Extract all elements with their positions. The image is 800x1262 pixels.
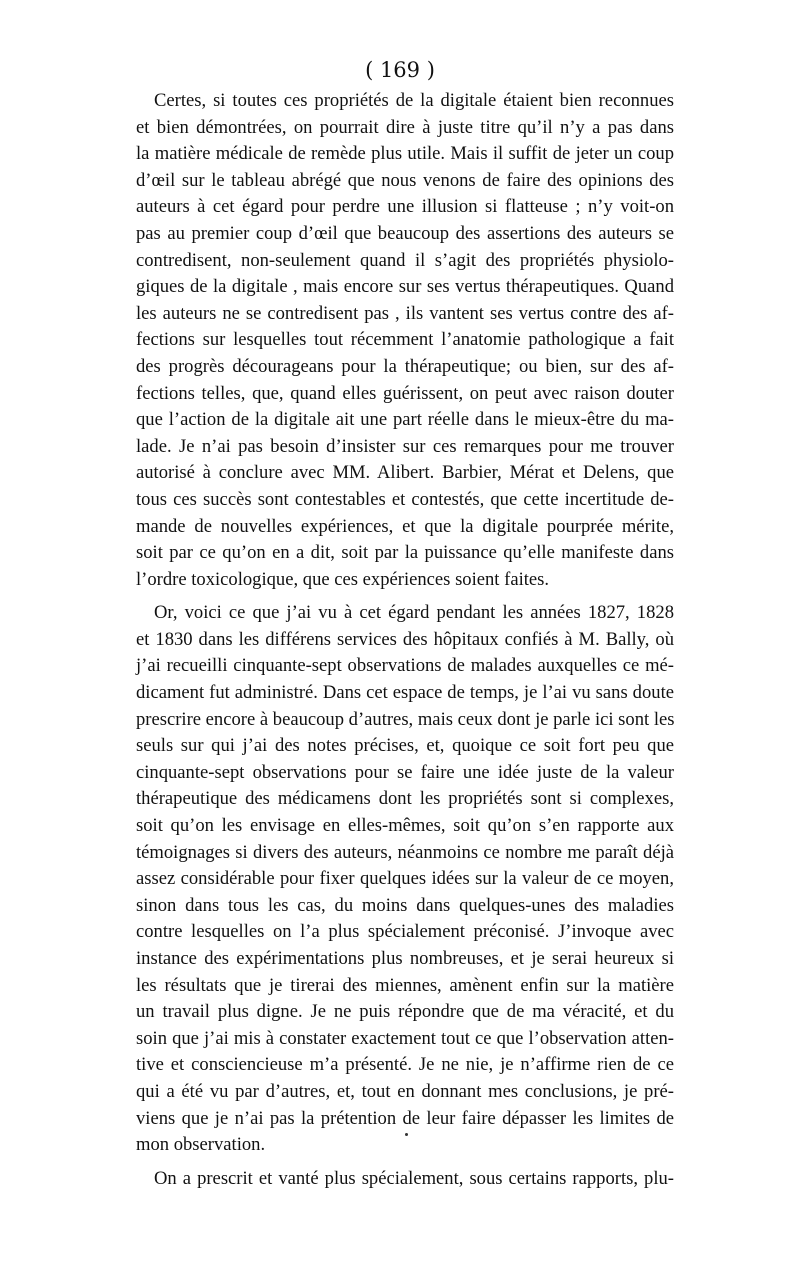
text-line: soit par ce qu’on en a dit, soit par la puissance qu’elle manifeste dans — [136, 542, 674, 564]
text-line: thérapeutique des médicamens dont les propriétés sont si complexes, — [136, 788, 674, 810]
text-line: seuls sur qui j’ai des notes précises, et, quoique ce soit fort peu que — [136, 735, 674, 757]
text-line: fections sur lesquelles tout récemment l’anatomie pathologique a fait — [136, 329, 674, 351]
text-line: fections telles, que, quand elles guérissent, on peut avec raison douter — [136, 382, 674, 404]
text-line: témoignages si divers des auteurs, néanmoins ce nombre me paraît déjà — [136, 841, 674, 863]
text-line: contredisent, non-seulement quand il s’agit des propriétés physiolo- — [136, 249, 674, 271]
text-line: prescrire encore à beaucoup d’autres, mais ceux dont je parle ici sont les — [136, 708, 675, 730]
paragraph-2 — [136, 600, 674, 1158]
text-line: et 1830 dans les différens services des hôpitaux confiés à M. Bally, où — [136, 628, 674, 650]
text-line: j’ai recueilli cinquante-sept observations de malades auxquelles ce mé- — [136, 655, 674, 677]
ink-speck — [405, 1133, 408, 1136]
text-line: et bien démontrées, on pourrait dire à juste titre qu’il n’y a pas dans — [136, 116, 674, 138]
text-line: lade. Je n’ai pas besoin d’insister sur ces remarques pour me trouver — [136, 435, 674, 457]
paragraph-3 — [136, 1166, 674, 1193]
text-line: mande de nouvelles expériences, et que la digitale pourprée mérite, — [136, 515, 674, 537]
text-line: viens que je n’ai pas la prétention de leur faire dépasser les limites de — [136, 1107, 674, 1129]
text-line: l’ordre toxicologique, que ces expériences soient faites. — [136, 568, 550, 590]
text-line: soin que j’ai mis à constater exactement tout ce que l’observation atten- — [136, 1027, 674, 1049]
text-line: contre lesquelles on l’a plus spécialement préconisé. J’invoque avec — [136, 921, 674, 943]
body-text — [136, 88, 674, 1199]
text-line: que l’action de la digitale ait une part réelle dans le mieux-être du ma- — [136, 409, 674, 431]
text-line: assez considérable pour fixer quelques idées sur la valeur de ce moyen, — [136, 868, 674, 890]
text-line: la matière médicale de remède plus utile. Mais il suffit de jeter un coup — [136, 143, 674, 165]
text-line: soit qu’on les envisage en elles-mêmes, soit qu’on s’en rapporte aux — [136, 815, 674, 837]
text-line: qui a été vu par d’autres, et, tout en donnant mes conclusions, je pré- — [136, 1080, 674, 1102]
text-line: Certes, si toutes ces propriétés de la digitale étaient bien reconnues — [154, 90, 674, 111]
text-line: mon observation. — [136, 1134, 266, 1156]
paragraph-1 — [136, 88, 674, 593]
text-line: tous ces succès sont contestables et contestés, que cette incertitude de- — [136, 488, 674, 510]
page-number: ( 169 ) — [365, 58, 435, 82]
text-line: instance des expérimentations plus nombreuses, et je serai heureux si — [136, 948, 674, 969]
text-line: On a prescrit et vanté plus spécialement, sous certains rapports, plu- — [154, 1167, 674, 1189]
text-line: cinquante-sept observations pour se faire une idée juste de la valeur — [136, 761, 674, 783]
text-line: les résultats que je tirerai des miennes, amènent enfin sur la matière — [136, 974, 674, 996]
text-line: giques de la digitale , mais encore sur ses vertus thérapeutiques. Quand — [136, 276, 674, 298]
text-line: d’œil sur le tableau abrégé que nous venons de faire des opinions des — [136, 169, 674, 191]
text-line: les auteurs ne se contredisent pas , ils vantent ses vertus contre des af- — [136, 302, 674, 324]
text-line: tive et consciencieuse m’a présenté. Je ne nie, je n’affirme rien de ce — [136, 1054, 674, 1076]
text-line: autorisé à conclure avec MM. Alibert. Barbier, Mérat et Delens, que — [136, 462, 674, 484]
text-line: auteurs à cet égard pour perdre une illusion si flatteuse ; n’y voit-on — [136, 196, 674, 218]
text-line: des progrès décourageans pour la thérapeutique; ou bien, sur des af- — [136, 355, 674, 377]
text-line: sinon dans tous les cas, du moins dans quelques-unes des maladies — [136, 894, 674, 916]
text-line: Or, voici ce que j’ai vu à cet égard pendant les années 1827, 1828 — [154, 602, 674, 624]
text-line: un travail plus digne. Je ne puis répondre que de ma véracité, et du — [136, 1001, 674, 1023]
text-line: dicament fut administré. Dans cet espace de temps, je l’ai vu sans doute — [136, 682, 674, 704]
text-line: pas au premier coup d’œil que beaucoup des assertions des auteurs se — [136, 222, 674, 244]
